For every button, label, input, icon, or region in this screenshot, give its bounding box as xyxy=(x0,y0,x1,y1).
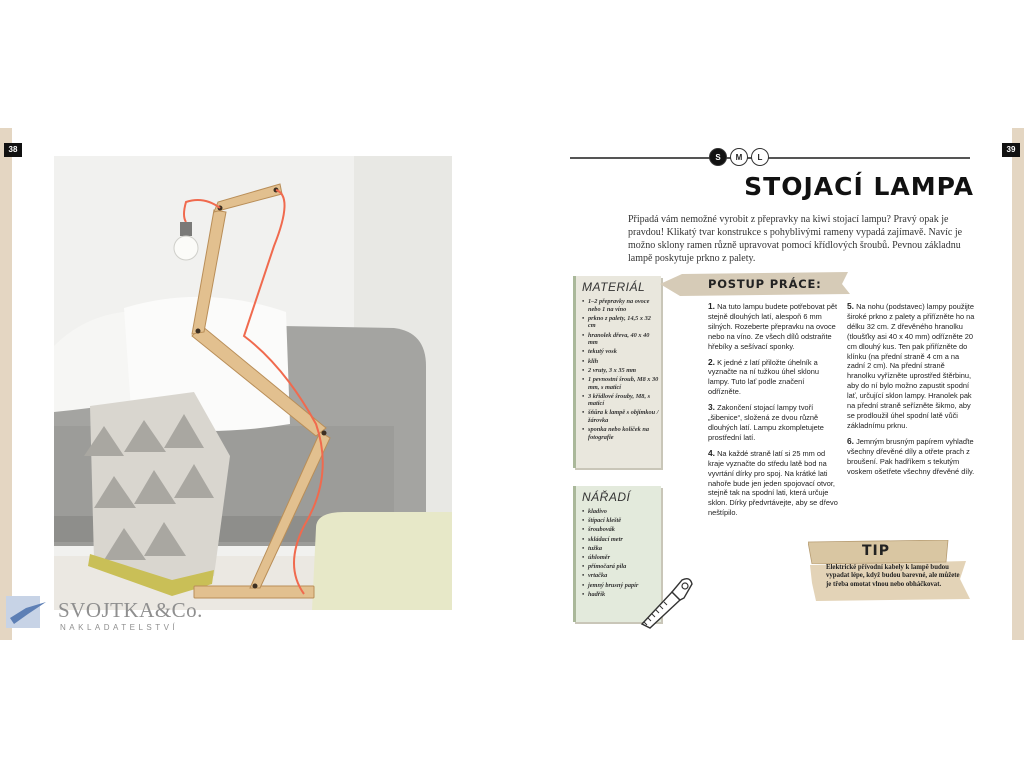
publisher-logo-mark xyxy=(6,596,50,632)
page-number-right: 39 xyxy=(1002,143,1020,157)
step-number: 6. xyxy=(847,435,854,446)
saw-icon xyxy=(638,572,698,630)
material-item: • sponka nebo kolíček na fotografie xyxy=(582,426,660,441)
material-item: • 1 pevnostní šroub, M8 x 30 mm, s maticí xyxy=(582,376,660,391)
tool-item: • skládací metr xyxy=(582,536,660,544)
material-item: • 3 křídlové šrouby, M8, s maticí xyxy=(582,393,660,408)
lamp-photo xyxy=(54,156,452,610)
publisher-subtitle: NAKLADATELSTVÍ xyxy=(60,623,179,632)
procedure-step xyxy=(847,302,975,431)
tool-item: • přímočará pila xyxy=(582,563,660,571)
material-item: • tekutý vosk xyxy=(582,348,660,356)
procedure-step xyxy=(708,403,838,443)
procedure-step xyxy=(847,437,975,477)
step-text: Na každé straně latí si 25 mm od kraje vyznačte do středu latě bod na vyvrtání dírky pro spoj. Na krátké lati nahoře bude jen jeden spojovací otvor, stejně tak na spodní lati, která určuje sklon. Dírky předvrtávejte, aby se dřevo neštípilo. xyxy=(708,448,838,518)
material-title: MATERIÁL xyxy=(582,280,646,294)
tool-item: • štípací kleště xyxy=(582,517,660,525)
difficulty-small: S xyxy=(709,148,727,166)
step-text: Jemným brusným papírem vyhlaďte všechny dřevěné díly a otřete prach z broušení. Pak hadříkem s tekutým voskem ošetřete všechny dřevěné díly. xyxy=(847,436,975,476)
tool-item: • hadřík xyxy=(582,591,660,599)
left-page-edge xyxy=(0,128,12,640)
step-text: Na nohu (podstavec) lampy použijte široké prkno z palety a přiřízněte ho na délku 32 cm. Z dřevěného hranolku (tloušťky asi 40 x 40 mm) odřízněte 20 cm dlouhý kus. Ten pak přiřízněte do klínku (na přední straně 4 cm a na zadní 2 cm). Na přední straně hranolku vyřízněte uprostřed štěrbinu, aby do ní bylo možno zapustit spodní lať, určující sklon lampy. Hranolek pak na přední straně seřízněte šikmo, aby se prodloužil úhel spodní latě vůči základnímu prknu. xyxy=(847,302,975,430)
step-text: K jedné z latí přiložte úhelník a vyznačte na ní tužkou úhel sklonu lampy. Tuto lať podle značení odřízněte. xyxy=(708,357,819,397)
top-rule xyxy=(570,157,970,159)
material-item: • šňůra k lampě s objímkou / žárovka xyxy=(582,409,660,424)
page-number-left: 38 xyxy=(4,143,22,157)
material-item: • klih xyxy=(582,358,660,366)
material-panel xyxy=(573,276,661,468)
step-number: 1. xyxy=(708,301,715,311)
tip-title: TIP xyxy=(862,543,891,559)
tool-item: • šroubovák xyxy=(582,526,660,534)
step-number: 5. xyxy=(847,301,854,311)
procedure-step xyxy=(708,449,838,518)
tip-text: Elektrické přívodní kabely k lampě budou vypadat lépe, když budou barevné, ale můžete je třeba omotat vlnou nebo obháčkovat. xyxy=(826,564,960,588)
article-intro: Připadá vám nemožné vyrobit z přepravky na kiwi stojací lampu? Pravý opak je pravdou! Klikatý tvar konstrukce s pohyblivými rameny vypadá zajímavě. Navíc je možno sklony ramen různě upravovat pomocí křídlových šroubů. Pevnou základnu lampě poskytuje prkno z palety. xyxy=(628,214,963,264)
publisher-name: SVOJTKA&Co. xyxy=(58,598,203,622)
tool-item: • tužka xyxy=(582,545,660,553)
material-list xyxy=(582,298,660,443)
publisher-logo xyxy=(6,596,202,636)
procedure-title: POSTUP PRÁCE: xyxy=(708,277,822,291)
step-number: 4. xyxy=(708,447,715,458)
tool-item: • úhloměr xyxy=(582,554,660,562)
procedure-step xyxy=(708,358,838,398)
procedure-step xyxy=(708,302,838,352)
difficulty-large: L xyxy=(751,148,769,166)
material-item: • 1–2 přepravky na ovoce nebo 1 na víno xyxy=(582,298,660,313)
step-text: Na tuto lampu budete potřebovat pět stejně dlouhých latí, alespoň 6 mm silných. Rozeberte přepravku na ovoce nebo na víno. Ze všech dílů odstraňte hřebíky a sešívací sponky. xyxy=(708,302,838,351)
step-text: Zakončení stojací lampy tvoří „šibenice“, složená ze dvou různě dlouhých latí. Lampu zkompletujete prostřední latí. xyxy=(708,403,824,442)
material-item: • prkno z palety, 14,5 x 32 cm xyxy=(582,315,660,330)
step-number: 2. xyxy=(708,356,715,367)
tool-item: • jemný brusný papír xyxy=(582,582,660,590)
difficulty-medium: M xyxy=(730,148,748,166)
article-title: STOJACÍ LAMPA xyxy=(744,172,974,201)
tool-item: • vrtačka xyxy=(582,572,660,580)
procedure-column-2 xyxy=(847,302,975,482)
material-item: • 2 vruty, 3 x 35 mm xyxy=(582,367,660,375)
tool-item: • kladivo xyxy=(582,508,660,516)
tools-title: NÁŘADÍ xyxy=(582,490,631,504)
step-number: 3. xyxy=(708,402,715,413)
procedure-column-1 xyxy=(708,302,838,524)
right-page-edge xyxy=(1012,128,1024,640)
material-item: • hranolek dřeva, 40 x 40 mm xyxy=(582,332,660,347)
